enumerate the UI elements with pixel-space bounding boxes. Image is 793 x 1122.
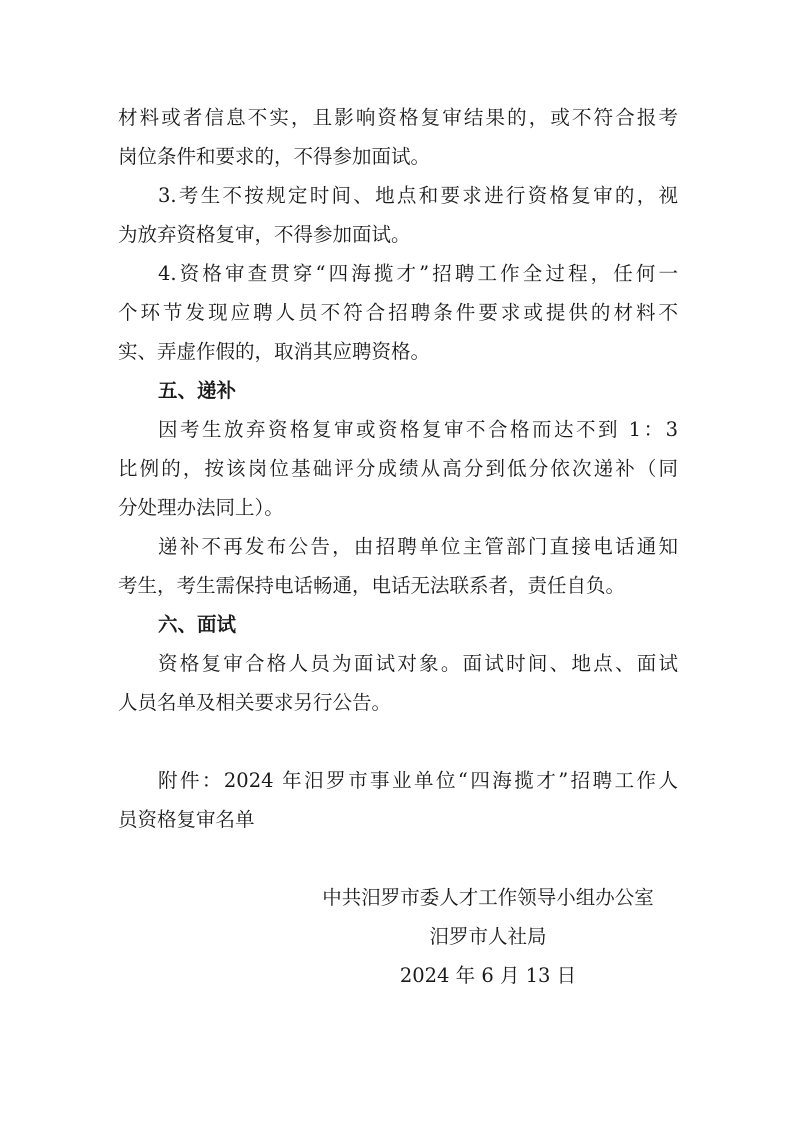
paragraph-line: 因考生放弃资格复审或资格复审不合格而达不到 1：3 [158, 418, 678, 441]
paragraph-line: 比例的，按该岗位基础评分成绩从高分到低分依次递补（同 [118, 457, 678, 480]
paragraph-line: 人员名单及相关要求另行公告。 [118, 691, 392, 714]
paragraph-line: 分处理办法同上）。 [118, 496, 284, 519]
paragraph-line: 岗位条件和要求的，不得参加面试。 [118, 145, 431, 168]
section-heading-5: 五、递补 [158, 379, 237, 402]
paragraph-line: 3.考生不按规定时间、地点和要求进行资格复审的，视 [158, 184, 678, 207]
attachment-line: 员资格复审名单 [118, 808, 255, 831]
signature-org-2: 汨罗市人社局 [429, 925, 547, 948]
paragraph-line: 实、弄虚作假的，取消其应聘资格。 [118, 340, 431, 363]
paragraph-line: 资格复审合格人员为面试对象。面试时间、地点、面试 [158, 652, 678, 675]
paragraph-line: 递补不再发布公告，由招聘单位主管部门直接电话通知 [158, 535, 678, 558]
paragraph-line: 考生，考生需保持电话畅通，电话无法联系者，责任自负。 [118, 574, 626, 597]
attachment-line: 附件：2024 年汨罗市事业单位“四海揽才”招聘工作人 [158, 769, 678, 792]
signature-date: 2024 年 6 月 13 日 [399, 964, 577, 987]
paragraph-line: 4.资格审查贯穿“四海揽才”招聘工作全过程，任何一 [158, 262, 678, 285]
section-heading-6: 六、面试 [158, 613, 237, 636]
signature-org-1: 中共汨罗市委人才工作领导小组办公室 [322, 886, 654, 909]
paragraph-line: 材料或者信息不实，且影响资格复审结果的，或不符合报考 [118, 106, 678, 129]
paragraph-line: 为放弃资格复审，不得参加面试。 [118, 223, 411, 246]
paragraph-line: 个环节发现应聘人员不符合招聘条件要求或提供的材料不 [118, 301, 678, 324]
